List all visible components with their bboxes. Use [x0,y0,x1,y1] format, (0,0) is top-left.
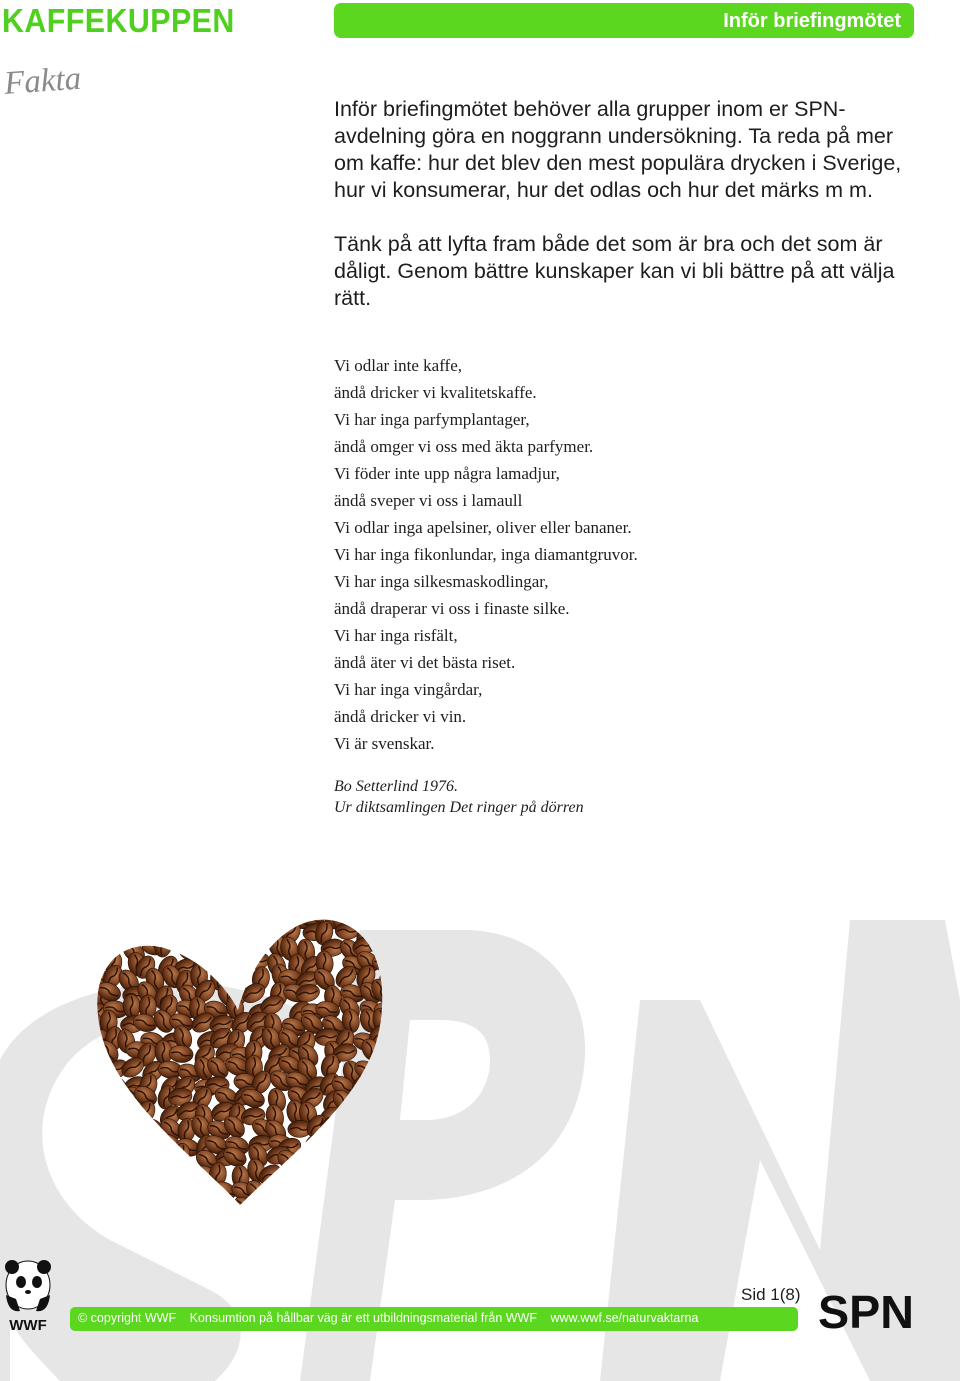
coffee-bean [154,1148,180,1177]
poem-line: ändå omger vi oss med äkta parfymer. [334,437,594,456]
footer-link[interactable]: www.wwf.se/naturvaktarna [550,1311,699,1325]
coffee-bean [262,1193,289,1215]
coffee-bean [134,1163,163,1192]
coffee-bean [90,907,110,931]
intro-paragraph: Inför briefingmötet behöver alla grupper inom er SPN-avdelning göra en noggrann undersökning. Ta reda på mer om kaffe: hur det blev den mest populära drycken i Sverige, hur vi konsumerar, hur det odlas och hur det märks m m. [334,97,902,202]
coffee-bean [95,1157,124,1184]
coffee-bean [121,1147,150,1176]
poem-line: Vi har inga vingårdar, [334,680,483,699]
poem-line: Vi föder inte upp några lamadjur, [334,464,560,483]
wwf-logo-text: WWF [9,1317,47,1333]
poem-line: Vi har inga parfymplantager, [334,410,530,429]
coffee-bean [244,905,265,931]
coffee-bean [311,1178,340,1207]
coffee-bean [90,1084,102,1111]
coffee-bean [105,1150,133,1174]
poem-line: Vi odlar inte kaffe, [334,356,463,375]
coffee-bean [118,1193,146,1215]
coffee-bean [90,938,113,957]
coffee-bean [350,1115,379,1143]
poem-line: ändå draperar vi oss i finaste silke. [334,599,570,618]
coffee-bean [90,1096,112,1125]
coffee-bean [119,1117,139,1143]
coffee-bean [90,1068,110,1093]
poem [334,352,924,757]
coffee-bean [365,1118,390,1146]
coffee-bean [371,1158,390,1186]
poem-line: Vi odlar inga apelsiner, oliver eller bananer. [334,518,632,537]
coffee-bean [285,1166,312,1188]
coffee-bean [90,1052,112,1081]
coffee-bean [118,921,144,950]
coffee-bean [101,1137,127,1156]
coffee-bean [366,1107,390,1126]
coffee-bean [90,917,112,945]
coffee-bean [371,1089,390,1116]
coffee-bean [222,908,248,928]
intro-paragraph: Tänk på att lyfta fram både det som är bra och det som är dåligt. Genom bättre kunskaper kan vi bli bättre på att välja rätt. [334,232,895,310]
footer-bar [70,1307,798,1331]
coffee-bean [347,1187,376,1215]
coffee-bean [304,1143,332,1172]
poem-line: ändå dricker vi vin. [334,707,467,726]
poem-line: Vi har inga risfält, [334,626,458,645]
coffee-bean [90,1158,116,1187]
coffee-bean [138,1154,163,1172]
coffee-bean [377,1192,390,1215]
footer-text: Konsumtion på hållbar väg är ett utbildningsmaterial från WWF [189,1311,537,1325]
coffee-bean [356,905,385,933]
coffee-bean [336,1119,364,1142]
coffee-bean [349,1131,375,1160]
poem-line: ändå sveper vi oss i lamaull [334,491,523,510]
page-number: Sid 1(8) [741,1285,801,1304]
coffee-bean [90,1192,106,1215]
coffee-bean [153,920,182,947]
coffee-bean [315,1128,344,1157]
coffee-bean [375,1146,390,1165]
poem-line: Vi är svenskar. [334,734,435,753]
coffee-bean [366,1067,390,1096]
coffee-bean [251,922,272,949]
coffee-bean [100,921,126,941]
coffee-bean [90,1117,109,1138]
coffee-bean [215,954,235,980]
coffee-bean [247,1193,272,1211]
coffee-bean [145,919,166,946]
poem-credit [334,776,584,818]
coffee-bean [302,1180,319,1204]
wwf-panda-logo [2,1255,54,1333]
coffee-bean [330,1164,359,1190]
coffee-bean [267,1176,294,1198]
coffee-bean [90,1148,107,1175]
header-bar [334,3,914,38]
poem-line: ändå äter vi det bästa riset. [334,653,516,672]
coffee-bean [103,1111,130,1140]
coffee-bean [151,1162,180,1191]
coffee-bean [169,1177,197,1206]
spn-logo-text: SPN [818,1286,914,1334]
coffee-bean [310,1187,339,1214]
footer-copyright: © copyright WWF [78,1311,177,1325]
coffee-bean [300,1157,323,1185]
coffee-bean [151,1192,178,1213]
coffee-bean [168,907,197,933]
coffee-bean [311,1157,340,1184]
poem-line: Vi har inga fikonlundar, inga diamantgruvor. [334,545,638,564]
coffee-bean [140,1178,169,1207]
coffee-bean [90,1127,108,1156]
coffee-bean [131,1189,160,1214]
intro-text [334,96,924,312]
coffee-bean [115,908,138,936]
coffee-bean [351,1163,375,1181]
coffee-bean [205,923,234,949]
coffee-bean [354,1149,377,1177]
coffee-bean [138,1129,157,1154]
coffee-bean [190,931,218,960]
coffee-bean [357,1099,386,1124]
coffee-bean [333,1172,362,1199]
coffee-bean [204,913,229,932]
header-title: Inför briefingmötet [723,10,901,32]
coffee-bean [356,1175,384,1204]
coffee-bean [335,1133,359,1161]
coffee-bean [90,946,105,974]
coffee-bean [328,1194,357,1215]
coffee-bean [358,1090,384,1109]
coffee-bean [173,1194,192,1215]
coffee-bean [125,1179,150,1197]
coffee-bean [94,1190,123,1215]
coffee-bean [186,923,215,948]
section-label: Fakta [3,60,83,102]
coffee-bean [333,1151,357,1169]
coffee-bean [320,1146,349,1172]
coffee-bean [287,1175,307,1201]
coffee-bean [161,905,178,928]
poem-source: Ur diktsamlingen Det ringer på dörren [334,799,584,816]
coffee-bean [171,919,200,948]
coffee-bean [369,917,390,945]
poem-author: Bo Setterlind 1976. [334,778,458,795]
coffee-bean [245,951,270,970]
coffee-bean [137,1117,163,1137]
coffee-bean [364,1129,390,1154]
coffee-bean [95,1177,123,1201]
poem-line: Vi har inga silkesmaskodlingar, [334,572,549,591]
coffee-bean [222,933,251,961]
coffee-bean [225,965,252,986]
coffee-bean [121,1161,149,1190]
coffee-bean [374,1055,390,1084]
coffee-bean [155,1175,173,1200]
coffee-bean [371,905,390,933]
coffee-bean [90,1180,113,1200]
coffee-bean [116,1130,136,1156]
coffee-bean-heart-image [90,905,390,1215]
coffee-bean [191,1191,218,1212]
coffee-bean [306,1191,324,1215]
spn-logo [816,1284,916,1334]
coffee-bean [134,905,163,931]
coffee-bean [101,1100,130,1125]
coffee-bean [190,905,219,932]
coffee-bean [263,905,292,931]
coffee-bean [110,1087,128,1112]
coffee-bean [102,906,119,930]
coffee-bean [282,1190,310,1215]
poem-line: ändå dricker vi kvalitetskaffe. [334,383,537,402]
coffee-bean [231,925,260,951]
coffee-bean [242,938,266,955]
coffee-bean [371,1171,390,1200]
brand-title: KAFFEKUPPEN [2,2,235,39]
coffee-bean [209,931,235,960]
coffee-bean [177,1166,205,1189]
